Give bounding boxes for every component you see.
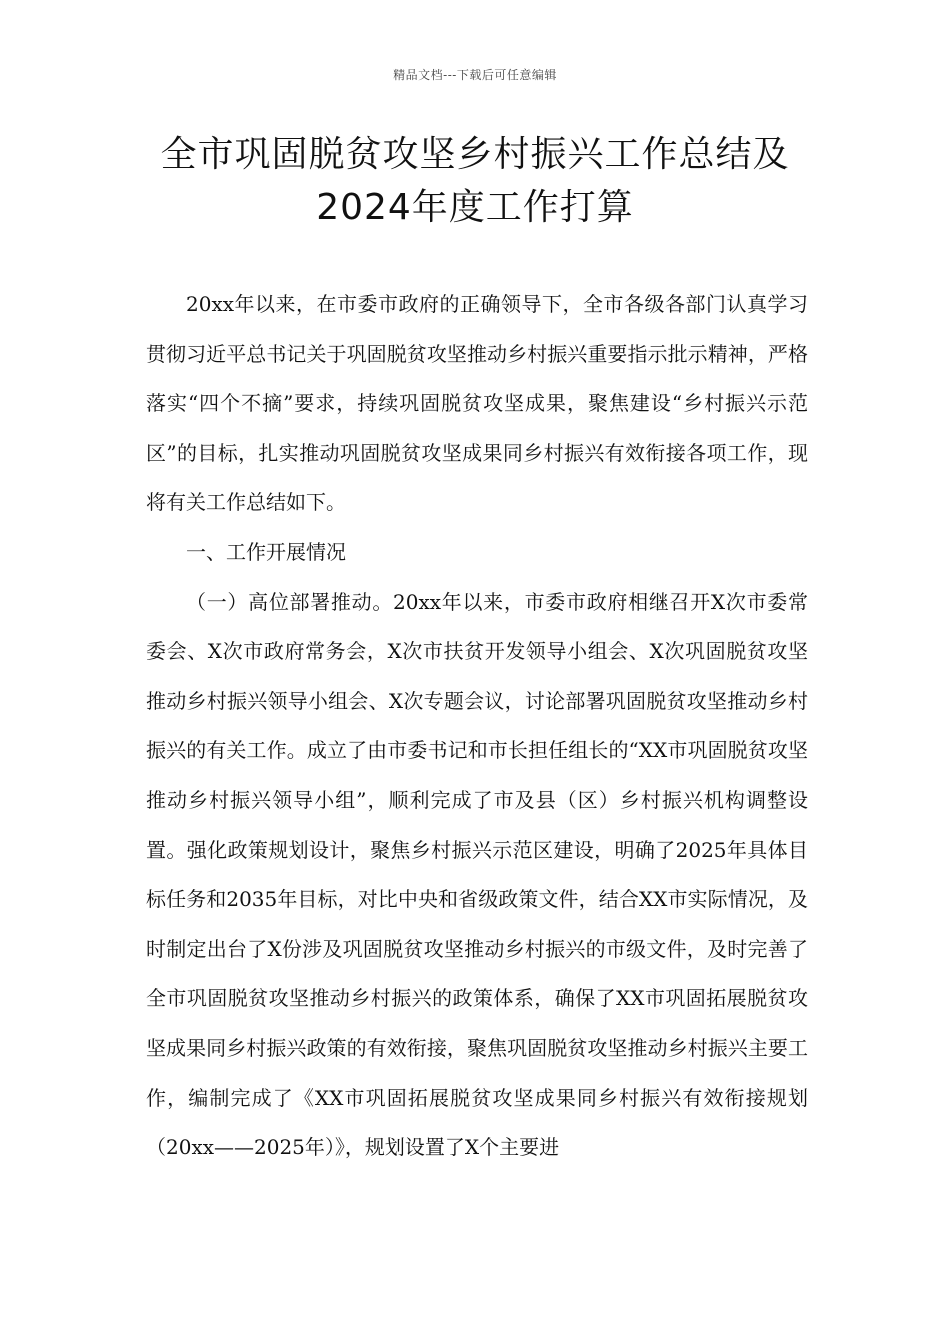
document-title [100, 128, 850, 234]
document-body [146, 280, 808, 1173]
intro-paragraph: 20xx年以来，在市委市政府的正确领导下，全市各级各部门认真学习贯彻习近平总书记关于巩固脱贫攻坚推动乡村振兴重要指示批示精神，严格落实“四个不摘”要求，持续巩固脱贫攻坚成果，聚焦建设“乡村振兴示范区”的目标，扎实推动巩固脱贫攻坚成果同乡村振兴有效衔接各项工作，现将有关工作总结如下。 [146, 292, 808, 515]
title-line-1: 全市巩固脱贫攻坚乡村振兴工作总结及 [160, 134, 790, 175]
page-header-note: 精品文档---下载后可任意编辑 [393, 68, 557, 82]
section-heading-1: 一、工作开展情况 [186, 539, 346, 564]
title-line-2: 2024年度工作打算 [316, 187, 634, 228]
section-1-paragraph-1: （一）高位部署推动。20xx年以来，市委市政府相继召开X次市委常委会、X次市政府常务会，X次市扶贫开发领导小组会、X次巩固脱贫攻坚推动乡村振兴领导小组会、X次专题会议，讨论部署巩固脱贫攻坚推动乡村振兴的有关工作。成立了由市委书记和市长担任组长的“XX市巩固脱贫攻坚推动乡村振兴领导小组”，顺利完成了市及县（区）乡村振兴机构调整设置。强化政策规划设计，聚焦乡村振兴示范区建设，明确了2025年具体目标任务和2035年目标，对比中央和省级政策文件，结合XX市实际情况，及时制定出台了X份涉及巩固脱贫攻坚推动乡村振兴的市级文件，及时完善了全市巩固脱贫攻坚推动乡村振兴的政策体系，确保了XX市巩固拓展脱贫攻坚成果同乡村振兴政策的有效衔接，聚焦巩固脱贫攻坚推动乡村振兴主要工作，编制完成了《XX市巩固拓展脱贫攻坚成果同乡村振兴有效衔接规划（20xx——2025年）》，规划设置了X个主要进 [146, 589, 808, 1160]
